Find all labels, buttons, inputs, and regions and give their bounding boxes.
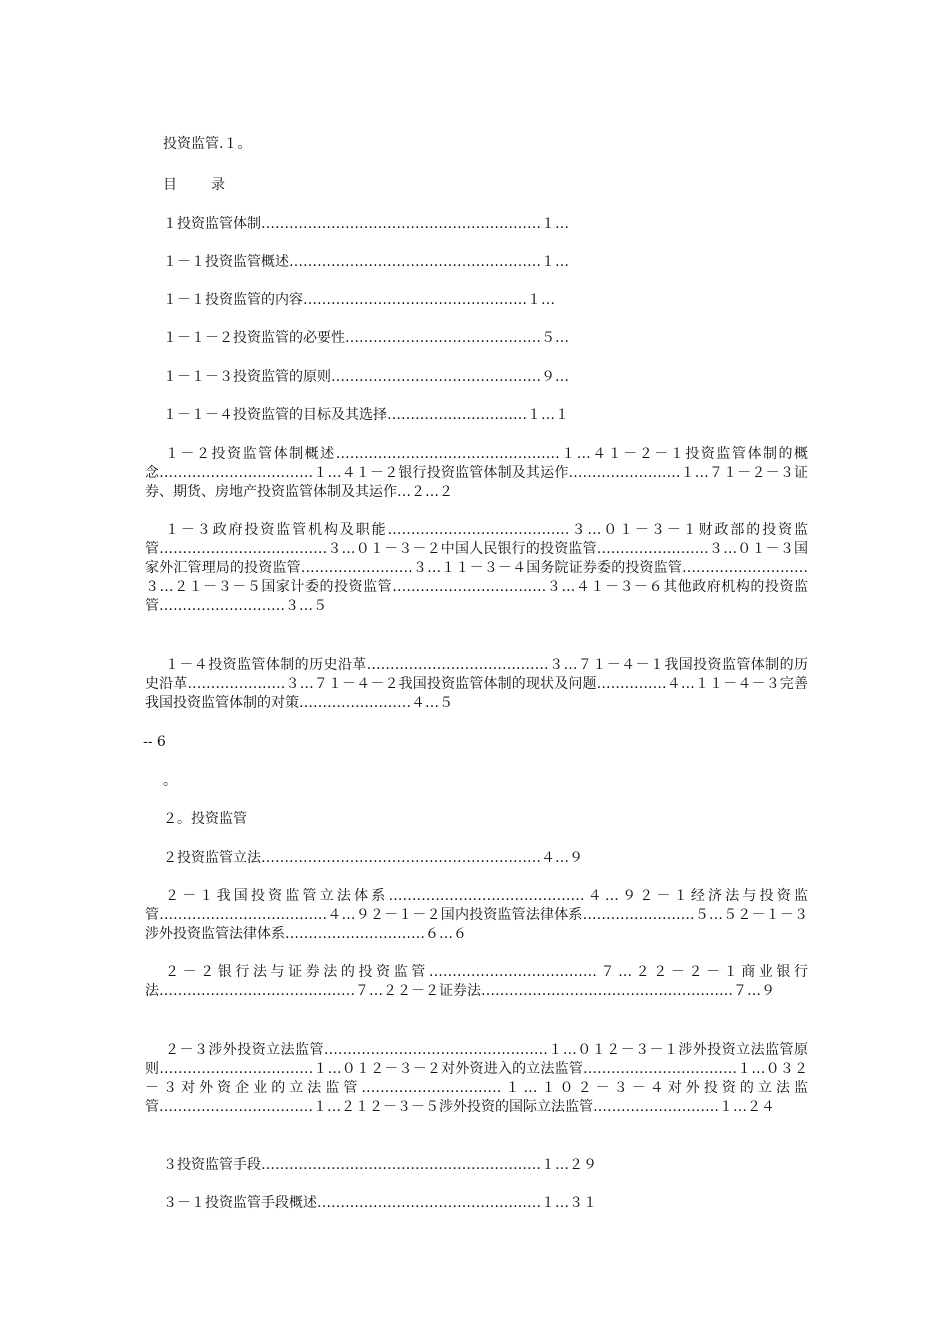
toc-entry: １－１投资监管的内容…………………………………………１… (163, 292, 555, 308)
toc-paragraph: ２－２银行法与证券法的投资监管………………………………７…２２－２－１商业银行法……………………………………７…２２－２证券法………………………………………………７…９ (145, 964, 808, 999)
toc-entry: ３投资监管手段……………………………………………………１…２９ (163, 1157, 597, 1173)
toc-entry: １－１－４投资监管的目标及其选择…………………………１…１ (163, 407, 569, 423)
toc-paragraph: １－４投资监管体制的历史沿革…………………………………３…７１－４－１我国投资监管体制的历史沿革…………………３…７１－４－２我国投资监管体制的现状及问题……………４…１１－４－３完善我国投资监管体制的对策……………………４…５ (145, 657, 808, 711)
toc-paragraph: １－２投资监管体制概述…………………………………………１…４１－２－１投资监管体制的概念……………………………１…４１－２银行投资监管体制及其运作……………………１…７１－２－３证券、期货、房地产投资监管体制及其运作…２…２ (145, 446, 808, 500)
page-marker: -- 6 (143, 734, 166, 750)
toc-entry: １－１－３投资监管的原则………………………………………９… (163, 369, 569, 385)
toc-paragraph: １－３政府投资监管机构及职能…………………………………３…０１－３－１财政部的投资监管………………………………３…０１－３－２中国人民银行的投资监管……………………３…０１－３国家外汇管理局的投资监管……………………３…１１－３－４国务院证券委的投资监管………………………３…２１－３－５国家计委的投资监管……………………………３…４１－３－６其他政府机构的投资监管………………………３…５ (145, 522, 808, 614)
document-header: 投资监管.１。 (163, 136, 252, 152)
toc-entry: １投资监管体制……………………………………………………１… (163, 216, 569, 232)
toc-entry: １－１－２投资监管的必要性……………………………………５… (163, 330, 569, 346)
toc-paragraph: ２－１我国投资监管立法体系……………………………………４…９２－１经济法与投资监管………………………………４…９２－１－２国内投资监管法律体系……………………５…５２－１－３涉外投资监管法律体系…………………………６…６ (145, 888, 808, 942)
toc-heading (163, 176, 813, 195)
toc-heading-char-2: 录 (211, 177, 225, 193)
toc-entry: ２投资监管立法……………………………………………………４…９ (163, 850, 583, 866)
section-title: ２。投资监管 (163, 811, 247, 827)
toc-entry: ３－１投资监管手段概述…………………………………………１…３１ (163, 1195, 597, 1211)
toc-heading-char-1: 目 (163, 177, 177, 193)
toc-paragraph: ２－３涉外投资立法监管…………………………………………１…０１２－３－１涉外投资立法监管原则……………………………１…０１２－３－２对外资进入的立法监管……………………………１…０３２－３对外资企业的立法监管…………………………１…１０２－３－４对外投资的立法监管……………………………１…２１２－３－５涉外投资的国际立法监管………………………１…２４ (145, 1042, 808, 1115)
toc-entry: １－１投资监管概述………………………………………………１… (163, 254, 569, 270)
separator-mark: 。 (163, 773, 177, 789)
